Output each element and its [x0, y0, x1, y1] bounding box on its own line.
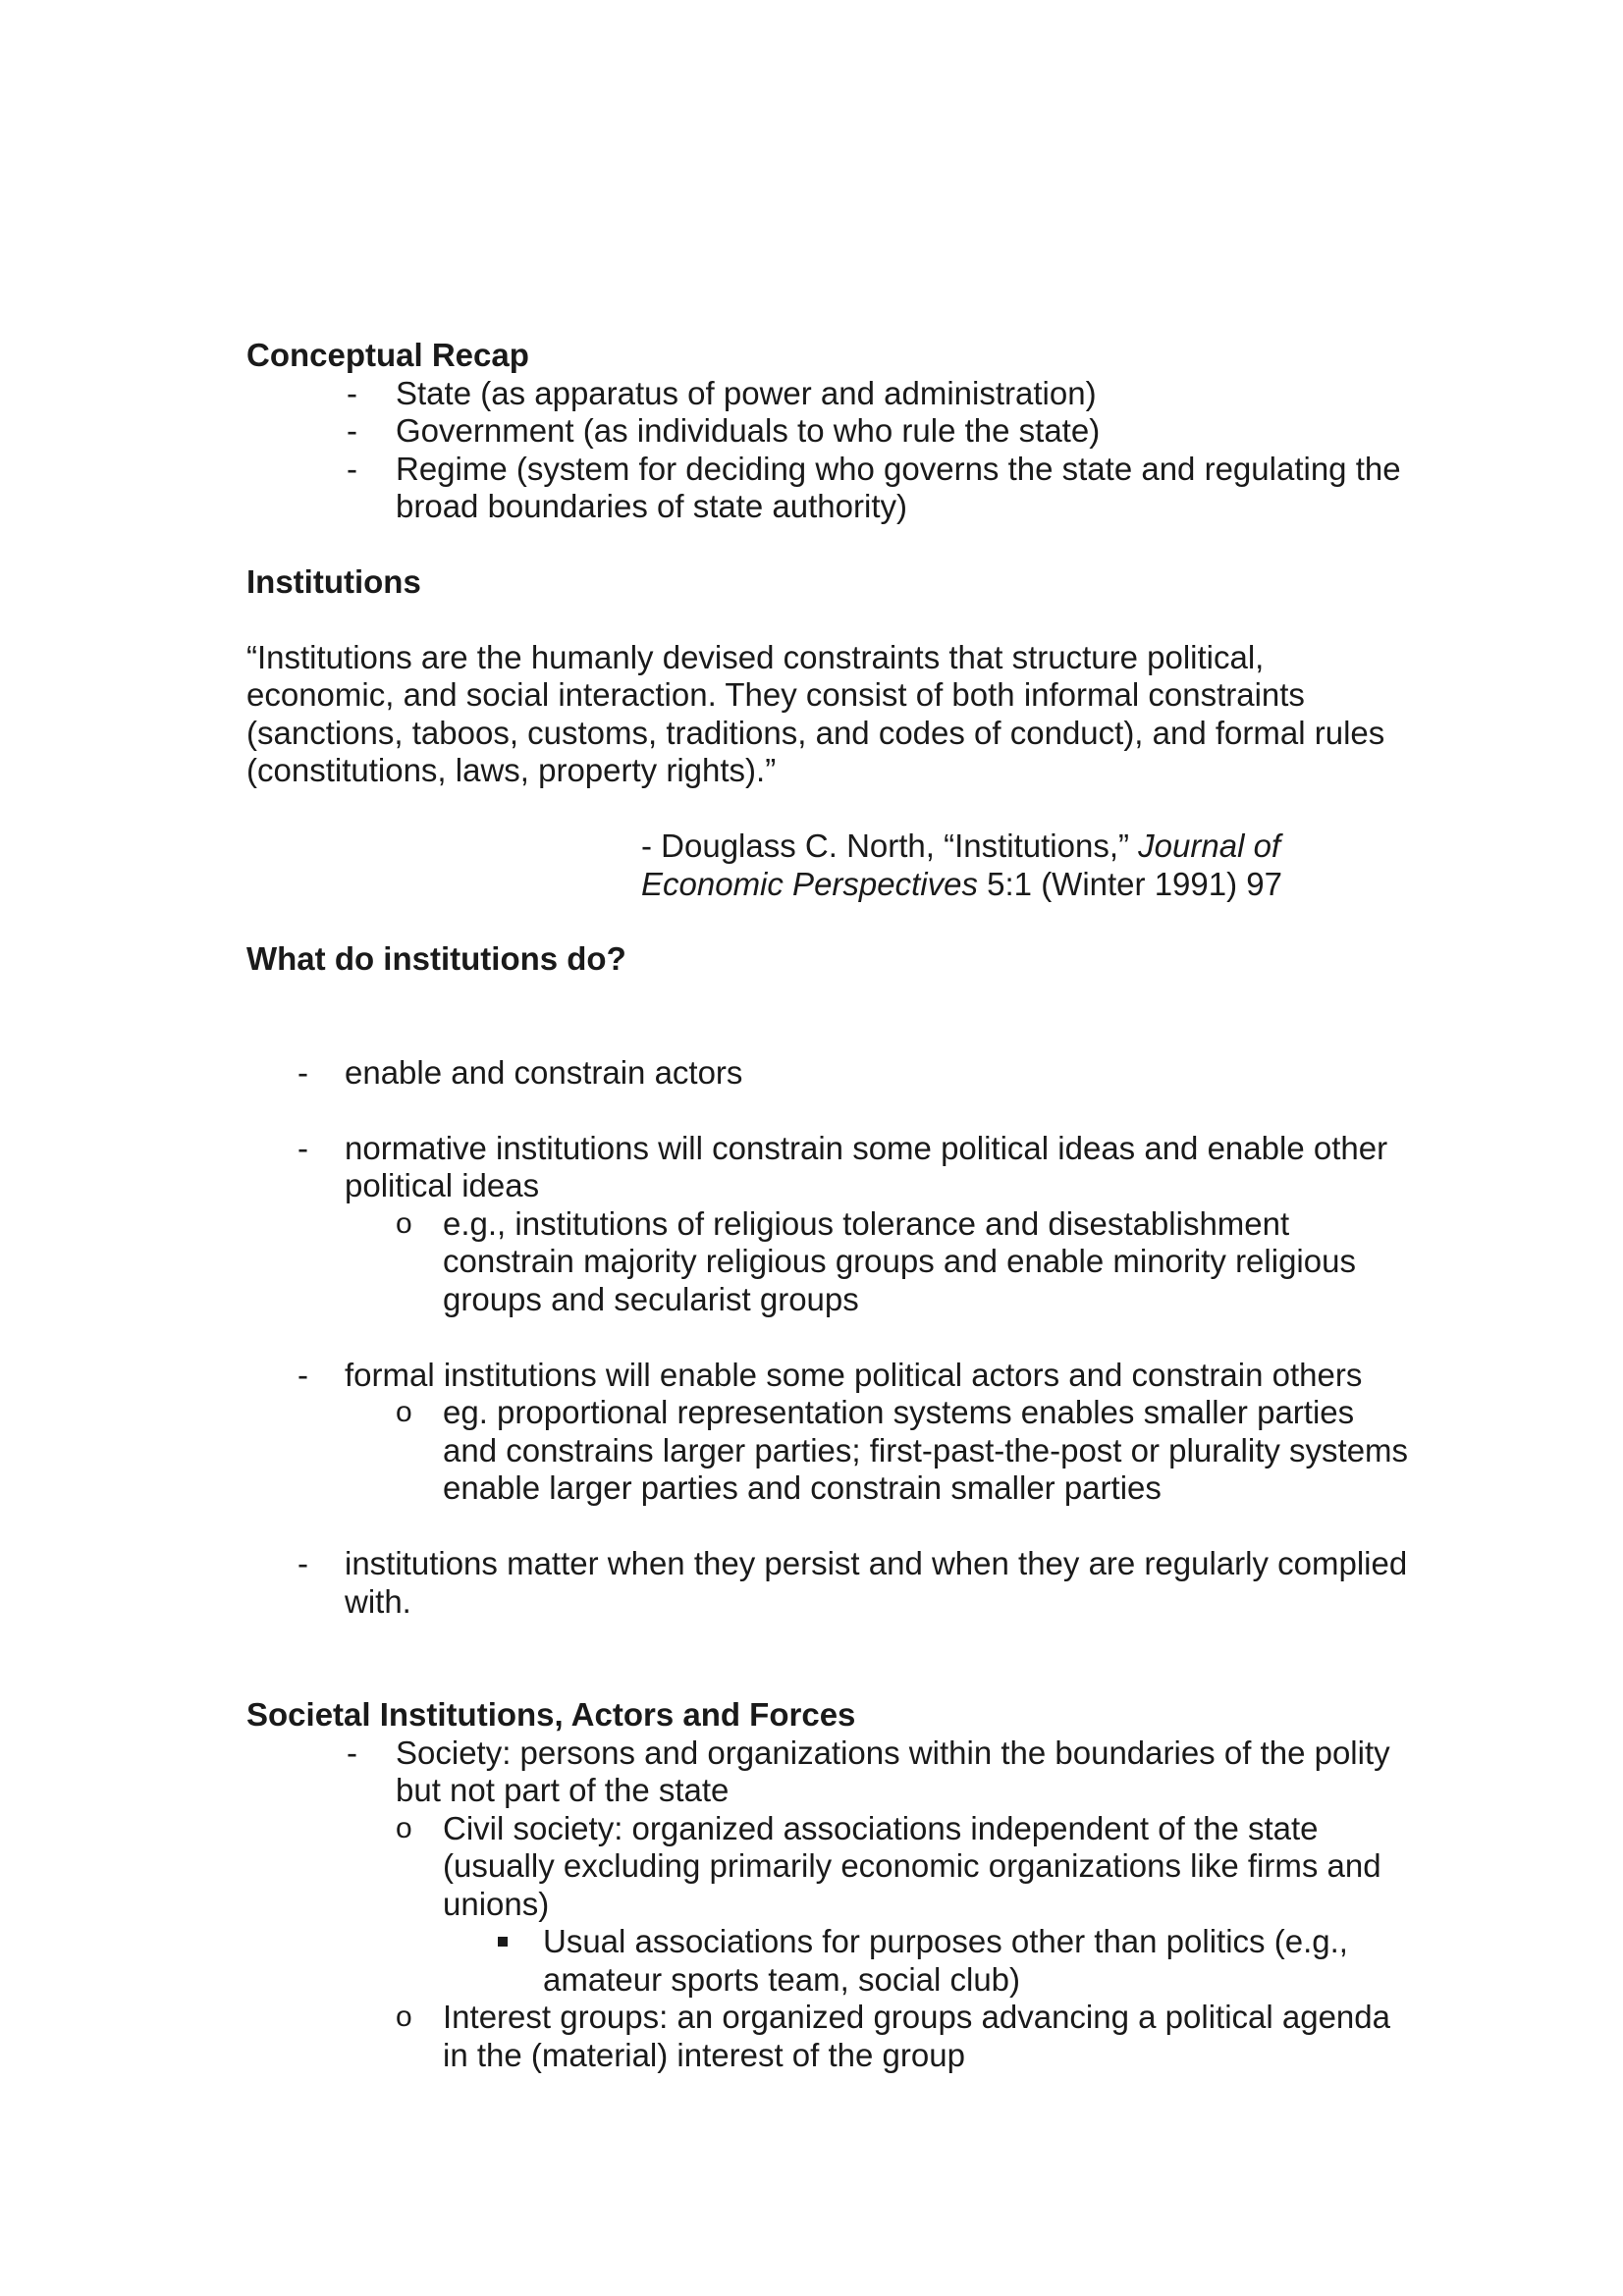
what-do-item-2-sub-line2: constrain majority religious groups and enable minority religious [443, 1243, 1356, 1279]
attribution-citation: 5:1 (Winter 1991) 97 [977, 866, 1282, 902]
circle-bullet-marker: o [396, 2001, 412, 2033]
recap-item-regime-line2: broad boundaries of state authority) [396, 488, 907, 524]
attribution-line-2 [641, 866, 1282, 903]
usual-associations-line-2: amateur sports team, social club) [543, 1961, 1021, 1998]
society-line-2: but not part of the state [396, 1772, 730, 1808]
dash-marker: - [347, 1735, 357, 1771]
what-do-item-3-sub-line2: and constrains larger parties; first-past-the-post or plurality systems [443, 1432, 1409, 1468]
heading-conceptual-recap: Conceptual Recap [246, 337, 529, 373]
circle-bullet-marker: o [396, 1207, 412, 1240]
attribution-journal-part1: Journal of [1138, 828, 1281, 864]
interest-groups-line-2: in the (material) interest of the group [443, 2037, 965, 2073]
circle-bullet-marker: o [396, 1396, 412, 1428]
usual-associations-line-1: Usual associations for purposes other than politics (e.g., [543, 1923, 1348, 1959]
attribution-line-1 [641, 828, 1280, 865]
what-do-item-2-line1: normative institutions will constrain some political ideas and enable other [345, 1130, 1388, 1166]
what-do-item-2-sub-line1: e.g., institutions of religious tolerance and disestablishment [443, 1205, 1290, 1242]
what-do-item-4-line1: institutions matter when they persist and when they are regularly complied [345, 1545, 1408, 1581]
recap-item-state: State (as apparatus of power and administration) [396, 375, 1097, 411]
dash-marker: - [298, 1545, 308, 1581]
attribution-author: - Douglass C. North, “Institutions,” [641, 828, 1139, 864]
society-line-1: Society: persons and organizations within the boundaries of the polity [396, 1735, 1390, 1771]
what-do-item-3: formal institutions will enable some political actors and constrain others [345, 1357, 1363, 1393]
dash-marker: - [298, 1357, 308, 1393]
quote-line-2: economic, and social interaction. They consist of both informal constraints [246, 676, 1305, 713]
what-do-item-3-sub-line3: enable larger parties and constrain smaller parties [443, 1469, 1162, 1506]
civil-society-line-2: (usually excluding primarily economic organizations like firms and [443, 1847, 1381, 1884]
heading-what-do-institutions-do: What do institutions do? [246, 940, 626, 977]
what-do-item-2-line2: political ideas [345, 1167, 540, 1203]
heading-societal-institutions: Societal Institutions, Actors and Forces [246, 1696, 856, 1733]
square-bullet-icon [498, 1937, 508, 1947]
quote-line-4: (constitutions, laws, property rights).” [246, 752, 777, 788]
dash-marker: - [347, 375, 357, 411]
dash-marker: - [298, 1130, 308, 1166]
dash-marker: - [347, 451, 357, 487]
heading-institutions: Institutions [246, 563, 421, 600]
civil-society-line-3: unions) [443, 1886, 550, 1922]
what-do-item-2-sub-line3: groups and secularist groups [443, 1281, 859, 1317]
recap-item-regime-line1: Regime (system for deciding who governs the state and regulating the [396, 451, 1401, 487]
quote-line-1: “Institutions are the humanly devised constraints that structure political, [246, 639, 1265, 675]
attribution-journal-part2: Economic Perspectives [641, 866, 978, 902]
recap-item-government: Government (as individuals to who rule the state) [396, 412, 1101, 449]
civil-society-line-1: Civil society: organized associations independent of the state [443, 1810, 1319, 1846]
dash-marker: - [347, 412, 357, 449]
circle-bullet-marker: o [396, 1812, 412, 1844]
what-do-item-1: enable and constrain actors [345, 1054, 743, 1091]
quote-line-3: (sanctions, taboos, customs, traditions, and codes of conduct), and formal rules [246, 715, 1385, 751]
interest-groups-line-1: Interest groups: an organized groups advancing a political agenda [443, 1999, 1390, 2035]
what-do-item-3-sub-line1: eg. proportional representation systems enables smaller parties [443, 1394, 1355, 1430]
what-do-item-4-line2: with. [345, 1583, 411, 1620]
dash-marker: - [298, 1054, 308, 1091]
